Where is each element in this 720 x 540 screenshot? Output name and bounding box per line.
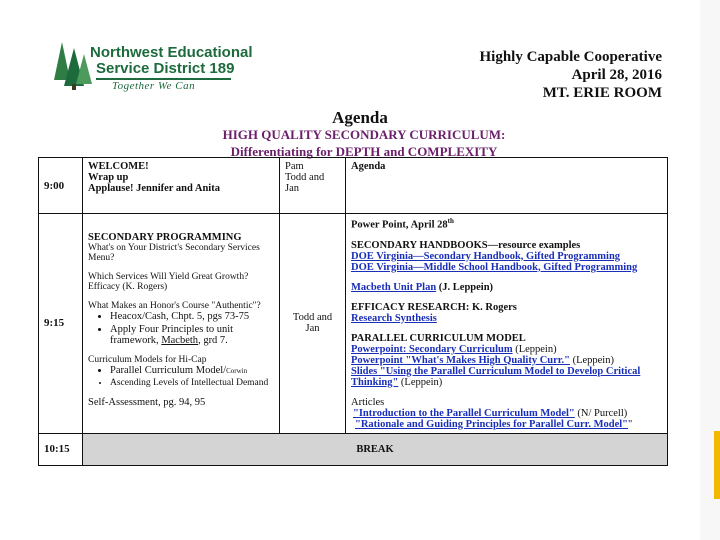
presenter-line: Todd and: [292, 312, 333, 324]
section-heading: SECONDARY PROGRAMMING: [88, 232, 242, 243]
article2-line: "Rationale and Guiding Principles for Parallel Curr. Model"": [355, 418, 633, 430]
link-secondary-handbook[interactable]: DOE Virginia—Secondary Handbook, Gifted Programming: [351, 250, 621, 262]
agenda-resources-cell: [346, 214, 668, 434]
link-research-synthesis[interactable]: Research Synthesis: [351, 312, 437, 324]
link-powerpoint-high-quality[interactable]: Powerpoint "What's Makes High Quality Curr.": [351, 354, 570, 366]
table-row: [39, 158, 668, 214]
list-item: • Ascending Levels of Intellectual Demand: [110, 378, 274, 388]
time-cell: 9:15: [39, 214, 83, 434]
link-article-rationale[interactable]: "Rationale and Guiding Principles for Parallel Curr. Model": [355, 418, 628, 430]
tree-icon: [52, 40, 92, 92]
topic-question: What's on Your District's Secondary Services Menu?: [88, 243, 260, 263]
pcm-heading: PARALLEL CURRICULUM MODEL: [351, 332, 526, 344]
district-logo: [52, 38, 253, 98]
event-room: MT. ERIE ROOM: [542, 85, 662, 101]
table-row: [39, 433, 668, 465]
link-article-intro-pcm[interactable]: "Introduction to the Parallel Curriculum Model": [353, 407, 575, 419]
slides-line: Slides "Using the Parallel Curriculum Model to Develop Critical Thinking" (Leppein): [351, 365, 641, 388]
presenter-cell: [280, 214, 346, 434]
agenda-header-cell: Agenda: [346, 158, 668, 214]
topic-question: Which Services Will Yield Great Growth? Efficacy (K. Rogers): [88, 272, 249, 292]
accent-bar: [714, 431, 720, 499]
presenter-cell: [280, 158, 346, 214]
presenter-line: Jan: [285, 183, 299, 194]
event-date: April 28, 2016: [571, 67, 662, 83]
article1-line: "Introduction to the Parallel Curriculum Model" (N/ Purcell): [353, 407, 628, 419]
subtitle-2: Differentiating for DEPTH and COMPLEXITY: [230, 144, 498, 159]
presenter-line: Jan: [305, 323, 320, 335]
link-powerpoint-secondary[interactable]: Powerpoint: Secondary Curriculum: [351, 343, 513, 355]
event-header: [480, 48, 663, 102]
topic-cell: [83, 214, 280, 434]
table-row: [39, 214, 668, 434]
time-cell: 10:15: [39, 433, 83, 465]
topic-line: Applause! Jennifer and Anita: [88, 183, 220, 194]
articles-heading: Articles: [351, 396, 385, 408]
logo-line2: Service District 189: [96, 60, 235, 77]
topic-cell: [83, 158, 280, 214]
link-middle-school-handbook[interactable]: DOE Virginia—Middle School Handbook, Gifted Programming: [351, 261, 638, 273]
logo-line1: Northwest Educational: [90, 44, 253, 61]
list-item: • Apply Four Principles to unit framework, Macbeth, grd 7.: [110, 324, 274, 346]
efficacy-heading: EFFICACY RESEARCH: K. Rogers: [351, 301, 517, 313]
event-title: Highly Capable Cooperative: [479, 49, 662, 65]
self-assessment: Self-Assessment, pg. 94, 95: [88, 397, 206, 408]
presenter-line: Todd and: [285, 172, 325, 183]
link-slides-pcm[interactable]: Slides "Using the Parallel Curriculum Model to Develop Critical Thinking": [351, 365, 641, 388]
topic-line: WELCOME!: [88, 161, 149, 172]
link-macbeth-unit-plan[interactable]: Macbeth Unit Plan: [351, 281, 437, 293]
models-heading: Curriculum Models for Hi-Cap: [88, 355, 207, 365]
agenda-table: [38, 157, 668, 466]
bullet-list: [110, 311, 274, 346]
presenter-line: Pam: [285, 161, 304, 172]
topic-line: Wrap up: [88, 172, 129, 183]
topic-question: What Makes an Honor's Course "Authentic"?: [88, 301, 261, 311]
macbeth-line: Macbeth Unit Plan (J. Leppein): [351, 281, 494, 293]
logo-tagline: Together We Can: [112, 80, 196, 92]
pp2-line: Powerpoint "What's Makes High Quality Curr." (Leppein): [351, 354, 614, 366]
list-item: • Heacox/Cash, Chpt. 5, pgs 73-75: [110, 311, 274, 322]
pp1-line: Powerpoint: Secondary Curriculum (Leppein): [351, 343, 557, 355]
list-item: • Parallel Curriculum Model/Corwin: [110, 365, 274, 376]
powerpoint-title: Power Point, April 28th: [351, 217, 454, 231]
handbooks-heading: SECONDARY HANDBOOKS—resource examples: [351, 239, 581, 251]
time-cell: 9:00: [39, 158, 83, 214]
page-title: Agenda: [332, 108, 388, 127]
break-cell: BREAK: [83, 433, 668, 465]
bullet-list: [110, 365, 274, 388]
subtitle-1: HIGH QUALITY SECONDARY CURRICULUM:: [222, 127, 506, 142]
